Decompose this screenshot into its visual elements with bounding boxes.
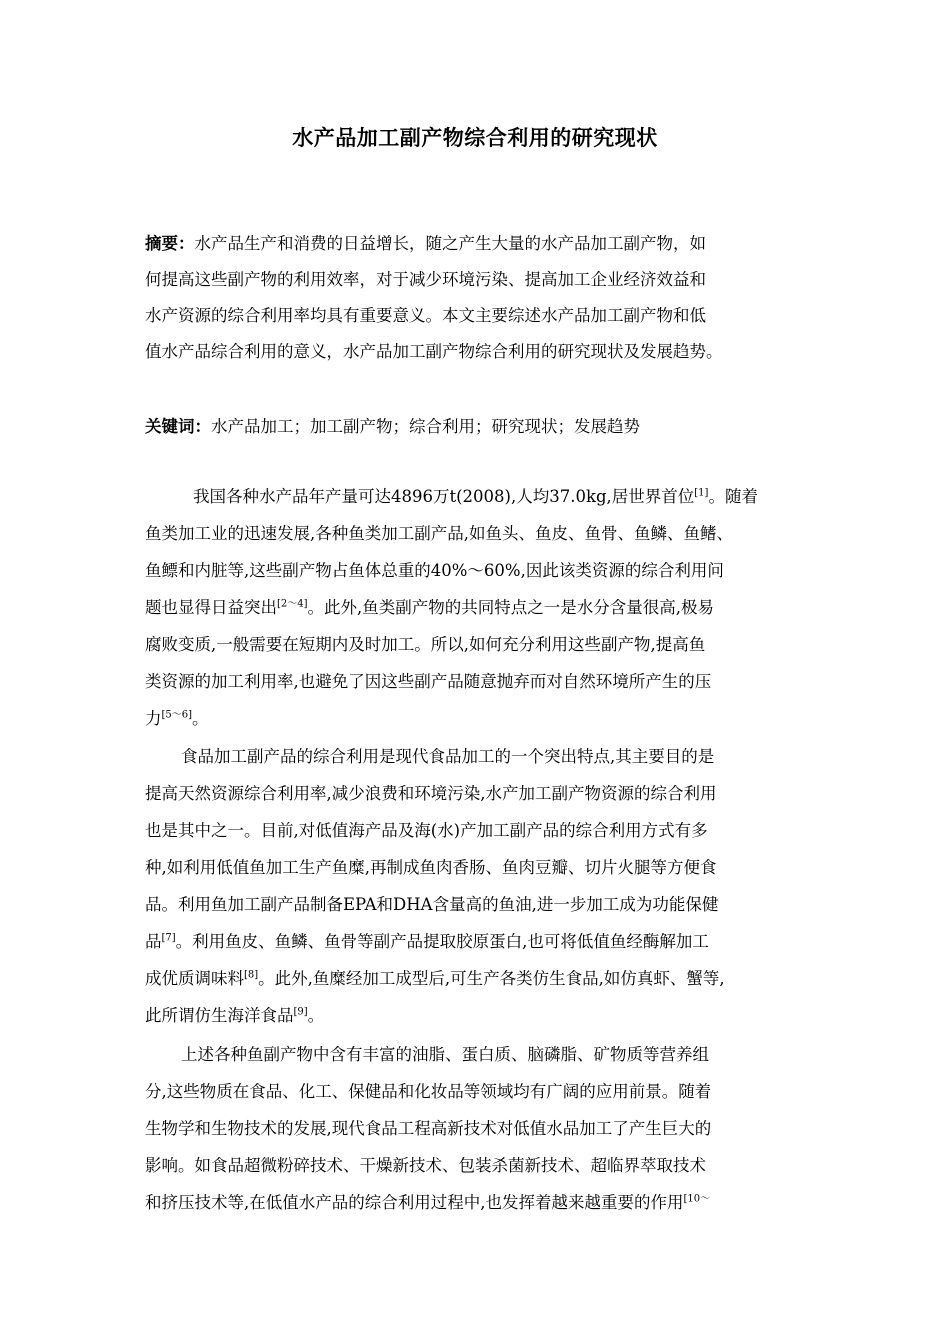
paragraph-text: 。 [307,1006,325,1025]
paragraph-line: 分,这些物质在食品、化工、保健品和化妆品等领域均有广阔的应用前景。随着 [145,1082,712,1101]
paragraph-line: 影响。如食品超微粉碎技术、干燥新技术、包装杀菌新技术、超临界萃取技术 [145,1156,706,1175]
paragraph-line: 食品加工副产品的综合利用是现代食品加工的一个突出特点,其主要目的是 [181,747,715,766]
paragraph-line [145,928,709,952]
paragraph-line [145,1002,324,1026]
paragraph-line [145,1189,710,1213]
paragraph-line [145,705,209,729]
keywords-text: 水产品加工；加工副产物；综合利用；研究现状；发展趋势 [211,417,640,436]
abstract-label: 摘要： [145,234,195,253]
paragraph-text: 。利用鱼皮、鱼鳞、鱼骨等副产品提取胶原蛋白,也可将低值鱼经酶解加工 [175,932,709,951]
citation-ref: [1] [694,487,709,499]
citation-ref: [2～4] [277,598,308,610]
paragraph-line: 上述各种鱼副产物中含有丰富的油脂、蛋白质、脑磷脂、矿物质等营养组 [181,1045,709,1064]
paragraph-text: 。 [192,709,209,728]
paragraph-text: 我国各种水产品年产量可达4896万t(2008),人均37.0kg,居世界首位 [193,487,695,506]
paragraph-text: 品 [145,932,162,951]
paragraph-line: 类资源的加工利用率,也避免了因这些副产品随意抛弃而对自然环境所产生的压 [145,672,712,691]
paragraph-text: 。随着 [708,487,758,506]
paragraph-line: 提高天然资源综合利用率,减少浪费和环境污染,水产加工副产物资源的综合利用 [145,784,717,803]
paragraph-line: 生物学和生物技术的发展,现代食品工程高新技术对低值水品加工了产生巨大的 [145,1119,712,1138]
citation-ref: [7] [161,932,176,944]
abstract-line-3: 水产资源的综合利用率均具有重要意义。本文主要综述水产品加工副产物和低 [145,306,706,325]
abstract-line-4: 值水产品综合利用的意义，水产品加工副产物综合利用的研究现状及发展趋势。 [145,342,723,361]
paragraph-line: 鱼鳔和内脏等,这些副产物占鱼体总重的40%～60%,因此该类资源的综合利用问 [145,561,724,580]
paragraph-text: 。此外,鱼糜经加工成型后,可生产各类仿生食品,如仿真虾、蟹等, [258,969,725,988]
abstract-line-2: 何提高这些副产物的利用效率，对于减少环境污染、提高加工企业经济效益和 [145,270,706,289]
page-title: 水产品加工副产物综合利用的研究现状 [292,125,658,150]
keywords-label: 关键词： [145,417,211,436]
paragraph-line [193,483,758,507]
paragraph-line: 品。利用鱼加工副产品制备EPA和DHA含量高的鱼油,进一步加工成为功能保健 [145,895,719,914]
citation-ref: [10～ [683,1193,711,1205]
keywords-line [145,413,640,437]
paragraph-text: 此所谓仿生海洋食品 [145,1006,294,1025]
paragraph-line [145,965,725,989]
paragraph-line [145,594,714,618]
paragraph-line: 也是其中之一。目前,对低值海产品及海(水)产加工副产品的综合利用方式有多 [145,821,708,840]
abstract-line-1 [145,230,706,254]
paragraph-line: 鱼类加工业的迅速发展,各种鱼类加工副产品,如鱼头、鱼皮、鱼骨、鱼鳞、鱼鳍、 [145,524,733,543]
paragraph-text: 力 [145,709,162,728]
paragraph-line: 腐败变质,一般需要在短期内及时加工。所以,如何充分利用这些副产物,提高鱼 [145,635,706,654]
citation-ref: [5～6] [161,709,193,721]
paragraph-text: 。此外,鱼类副产物的共同特点之一是水分含量很高,极易 [307,598,715,617]
citation-ref: [9] [293,1006,308,1018]
paragraph-text: 题也显得日益突出 [145,598,277,617]
citation-ref: [8] [244,969,259,981]
paragraph-line: 种,如利用低值鱼加工生产鱼糜,再制成鱼肉香肠、鱼肉豆瓣、切片火腿等方便食 [145,858,717,877]
abstract-text: 水产品生产和消费的日益增长，随之产生大量的水产品加工副产物，如 [194,234,706,253]
paragraph-text: 和挤压技术等,在低值水产品的综合利用过程中,也发挥着越来越重要的作用 [145,1193,684,1212]
paragraph-text: 成优质调味料 [145,969,244,988]
